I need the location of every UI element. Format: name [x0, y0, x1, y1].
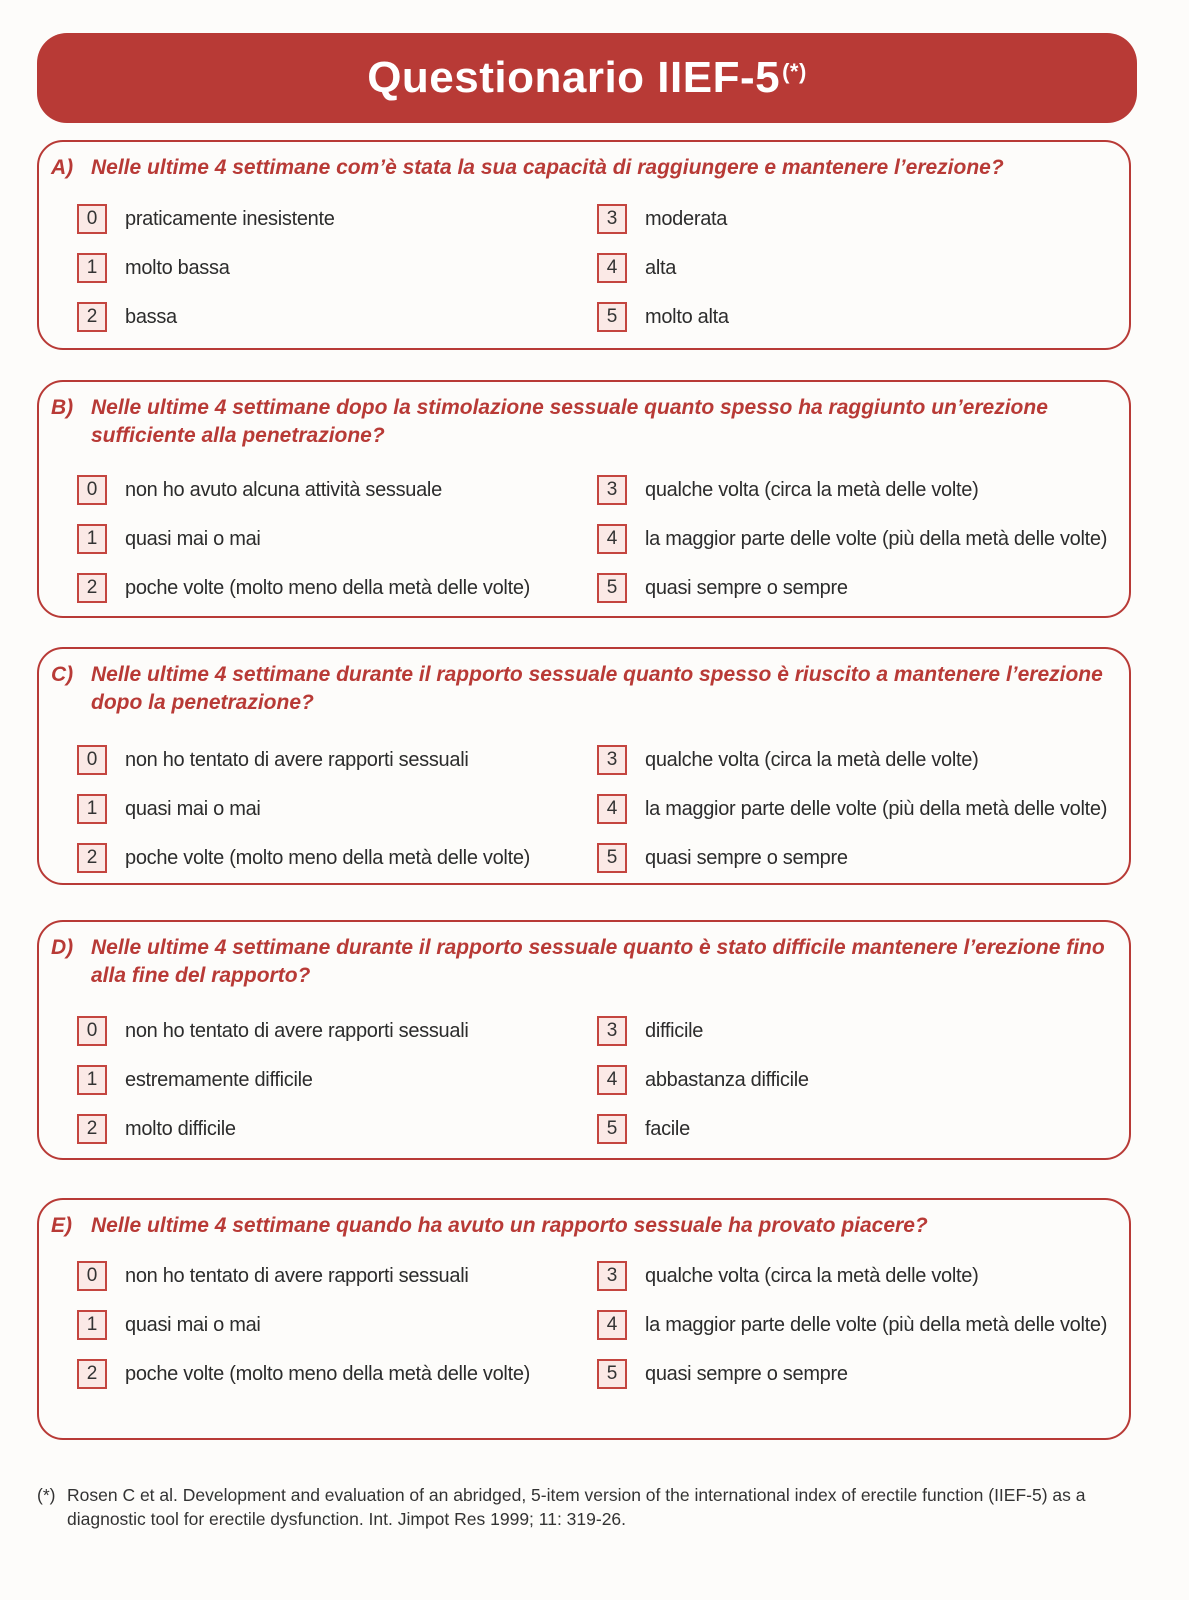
- option-number-box[interactable]: 0: [77, 204, 107, 234]
- option-label: quasi sempre o sempre: [645, 1362, 848, 1385]
- question-d-text: [51, 934, 1109, 990]
- option-number-box[interactable]: 3: [597, 204, 627, 234]
- option-number-box[interactable]: 2: [77, 1114, 107, 1144]
- option-number-box[interactable]: 4: [597, 253, 627, 283]
- option-a-1[interactable]: [77, 252, 230, 284]
- option-number-box[interactable]: 1: [77, 253, 107, 283]
- option-a-3[interactable]: [597, 203, 727, 235]
- option-label: praticamente inesistente: [125, 207, 335, 230]
- footnote: [37, 1483, 1147, 1531]
- option-label: poche volte (molto meno della metà delle volte): [125, 846, 531, 869]
- option-d-5[interactable]: [597, 1113, 690, 1145]
- option-label: poche volte (molto meno della metà delle volte): [125, 1362, 531, 1385]
- option-e-3[interactable]: [597, 1260, 978, 1292]
- question-d: [37, 920, 1131, 1160]
- option-number-box[interactable]: 2: [77, 302, 107, 332]
- option-d-3[interactable]: [597, 1015, 703, 1047]
- option-label: qualche volta (circa la metà delle volte): [645, 1264, 979, 1287]
- option-label: moderata: [645, 207, 728, 230]
- option-b-5[interactable]: [597, 572, 848, 604]
- footnote-marker: (*): [37, 1485, 56, 1505]
- option-number-box[interactable]: 5: [597, 302, 627, 332]
- question-body: Nelle ultime 4 settimane quando ha avuto un rapporto sessuale ha provato piacere?: [91, 1214, 928, 1237]
- option-number-box[interactable]: 4: [597, 1310, 627, 1340]
- option-number-box[interactable]: 0: [77, 745, 107, 775]
- option-number-box[interactable]: 5: [597, 1114, 627, 1144]
- option-label: molto alta: [645, 305, 729, 328]
- option-label: molto difficile: [125, 1117, 236, 1140]
- question-letter: D): [51, 936, 74, 959]
- option-a-0[interactable]: [77, 203, 335, 235]
- footnote-text: Rosen C et al. Development and evaluation of an abridged, 5-item version of the international index of erectile function (IIEF-5) as a diagnostic tool for erectile dysfunction. Int. Jimpot Res 1999; 11: 319-26.: [67, 1485, 1086, 1529]
- option-number-box[interactable]: 0: [77, 475, 107, 505]
- option-number-box[interactable]: 4: [597, 524, 627, 554]
- option-b-4[interactable]: [597, 523, 1107, 555]
- option-label: quasi sempre o sempre: [645, 846, 848, 869]
- option-number-box[interactable]: 1: [77, 1310, 107, 1340]
- option-b-3[interactable]: [597, 474, 978, 506]
- option-label: qualche volta (circa la metà delle volte): [645, 478, 979, 501]
- option-label: facile: [645, 1117, 690, 1140]
- option-d-1[interactable]: [77, 1064, 313, 1096]
- option-number-box[interactable]: 3: [597, 1261, 627, 1291]
- question-c: [37, 647, 1131, 885]
- option-label: non ho avuto alcuna attività sessuale: [125, 478, 442, 501]
- option-label: abbastanza difficile: [645, 1068, 809, 1091]
- question-e-text: [51, 1212, 1109, 1240]
- option-number-box[interactable]: 4: [597, 794, 627, 824]
- option-e-1[interactable]: [77, 1309, 261, 1341]
- title-footnote-marker: (*): [782, 59, 807, 84]
- option-number-box[interactable]: 1: [77, 524, 107, 554]
- question-body: Nelle ultime 4 settimane dopo la stimolazione sessuale quanto spesso ha raggiunto un’erezione sufficiente alla penetrazione?: [91, 396, 1048, 447]
- question-letter: C): [51, 663, 74, 686]
- option-label: alta: [645, 256, 677, 279]
- option-c-5[interactable]: [597, 842, 848, 874]
- option-a-2[interactable]: [77, 301, 177, 333]
- option-number-box[interactable]: 0: [77, 1016, 107, 1046]
- option-number-box[interactable]: 1: [77, 1065, 107, 1095]
- option-number-box[interactable]: 1: [77, 794, 107, 824]
- option-c-3[interactable]: [597, 744, 978, 776]
- option-label: quasi mai o mai: [125, 1313, 261, 1336]
- option-label: non ho tentato di avere rapporti sessuali: [125, 1019, 469, 1042]
- option-label: quasi mai o mai: [125, 797, 261, 820]
- option-label: quasi mai o mai: [125, 527, 261, 550]
- option-number-box[interactable]: 0: [77, 1261, 107, 1291]
- option-number-box[interactable]: 3: [597, 1016, 627, 1046]
- option-label: non ho tentato di avere rapporti sessuali: [125, 1264, 469, 1287]
- question-letter: A): [51, 156, 74, 179]
- option-label: la maggior parte delle volte (più della metà delle volte): [645, 1313, 1108, 1336]
- option-b-2[interactable]: [77, 572, 530, 604]
- option-label: quasi sempre o sempre: [645, 576, 848, 599]
- option-number-box[interactable]: 2: [77, 573, 107, 603]
- option-label: molto bassa: [125, 256, 230, 279]
- option-label: non ho tentato di avere rapporti sessuali: [125, 748, 469, 771]
- option-c-1[interactable]: [77, 793, 261, 825]
- option-e-5[interactable]: [597, 1358, 848, 1390]
- option-d-2[interactable]: [77, 1113, 236, 1145]
- option-e-0[interactable]: [77, 1260, 468, 1292]
- question-letter: B): [51, 396, 74, 419]
- option-b-1[interactable]: [77, 523, 261, 555]
- option-c-2[interactable]: [77, 842, 530, 874]
- option-label: la maggior parte delle volte (più della metà delle volte): [645, 797, 1108, 820]
- option-c-0[interactable]: [77, 744, 468, 776]
- option-c-4[interactable]: [597, 793, 1107, 825]
- question-a-text: [51, 154, 1109, 182]
- option-number-box[interactable]: 3: [597, 745, 627, 775]
- option-label: difficile: [645, 1019, 704, 1042]
- option-number-box[interactable]: 2: [77, 843, 107, 873]
- option-number-box[interactable]: 5: [597, 1359, 627, 1389]
- option-d-0[interactable]: [77, 1015, 468, 1047]
- option-label: bassa: [125, 305, 177, 328]
- question-body: Nelle ultime 4 settimane com’è stata la sua capacità di raggiungere e mantenere l’erezione?: [91, 156, 1004, 179]
- option-e-2[interactable]: [77, 1358, 530, 1390]
- option-label: estremamente difficile: [125, 1068, 313, 1091]
- question-body: Nelle ultime 4 settimane durante il rapporto sessuale quanto è stato difficile mantenere l’erezione fino alla fine del rapporto?: [91, 936, 1105, 987]
- option-number-box[interactable]: 5: [597, 573, 627, 603]
- option-label: poche volte (molto meno della metà delle volte): [125, 576, 531, 599]
- question-e: [37, 1198, 1131, 1440]
- question-letter: E): [51, 1214, 72, 1237]
- option-label: qualche volta (circa la metà delle volte): [645, 748, 979, 771]
- option-number-box[interactable]: 5: [597, 843, 627, 873]
- questionnaire-title: [37, 33, 1137, 123]
- option-a-4[interactable]: [597, 252, 676, 284]
- option-e-4[interactable]: [597, 1309, 1107, 1341]
- option-label: la maggior parte delle volte (più della metà delle volte): [645, 527, 1108, 550]
- option-b-0[interactable]: [77, 474, 442, 506]
- question-body: Nelle ultime 4 settimane durante il rapporto sessuale quanto spesso è riuscito a mantenere l’erezione dopo la penetrazione?: [91, 663, 1103, 714]
- question-b-text: [51, 394, 1109, 450]
- question-b: [37, 380, 1131, 618]
- question-a: [37, 140, 1131, 350]
- question-c-text: [51, 661, 1109, 717]
- option-number-box[interactable]: 4: [597, 1065, 627, 1095]
- option-a-5[interactable]: [597, 301, 729, 333]
- option-d-4[interactable]: [597, 1064, 809, 1096]
- option-number-box[interactable]: 3: [597, 475, 627, 505]
- title-text: Questionario IIEF-5: [367, 53, 781, 102]
- option-number-box[interactable]: 2: [77, 1359, 107, 1389]
